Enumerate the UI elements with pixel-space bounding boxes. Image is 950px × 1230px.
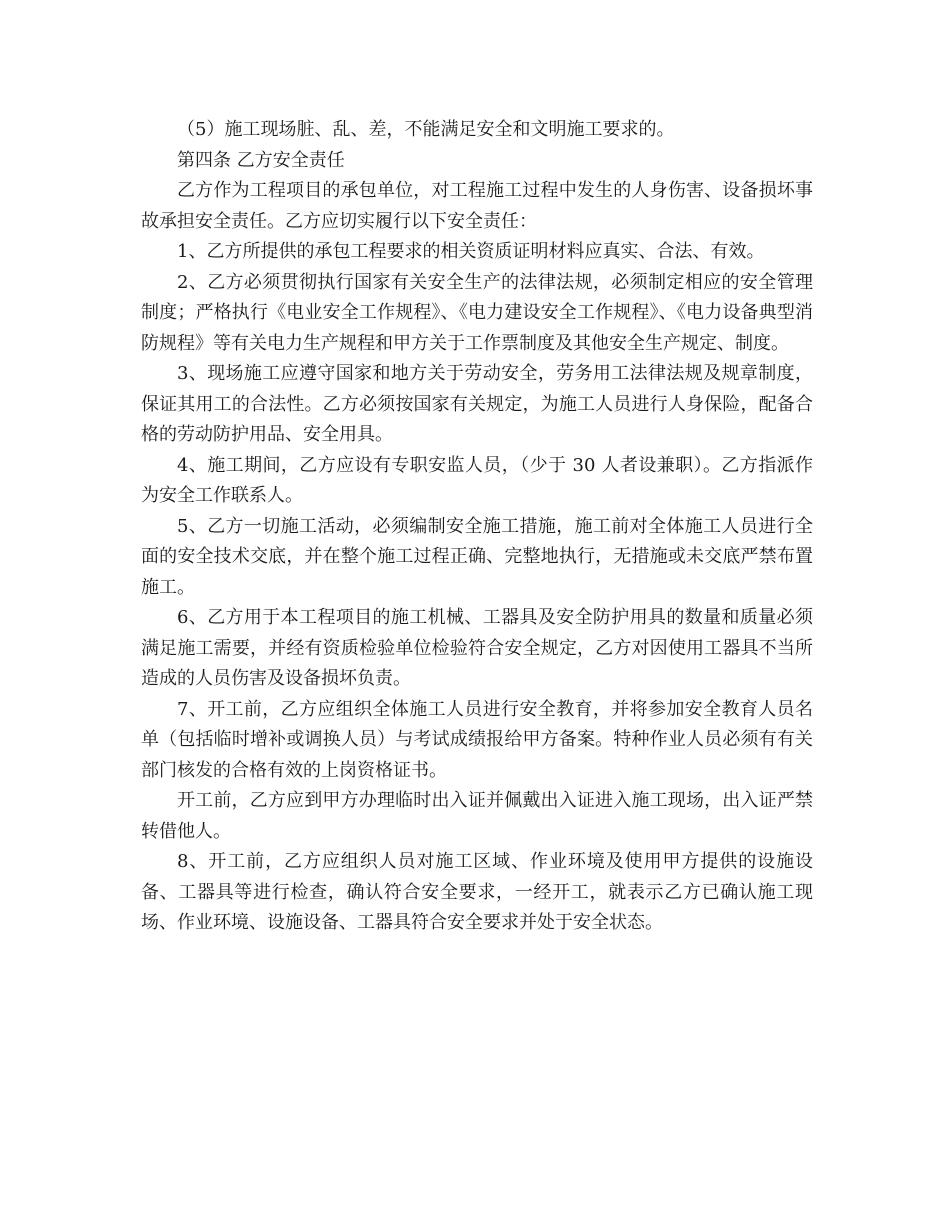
document-body <box>141 115 813 939</box>
paragraph-item-2: 2、乙方必须贯彻执行国家有关安全生产的法律法规，必须制定相应的安全管理制度；严格执行《电业安全工作规程》、《电力建设安全工作规程》、《电力设备典型消防规程》等有关电力生产规程和甲方关于工作票制度及其他安全生产规定、制度。 <box>141 271 813 354</box>
paragraph-site-condition: （5）施工现场脏、乱、差，不能满足安全和文明施工要求的。 <box>177 119 675 140</box>
paragraph-item-7: 7、开工前，乙方应组织全体施工人员进行安全教育，并将参加安全教育人员名单（包括临时增补或调换人员）与考试成绩报给甲方备案。特种作业人员必须有有关部门核发的合格有效的上岗资格证书。 <box>141 698 813 781</box>
paragraph-intro: 乙方作为工程项目的承包单位，对工程施工过程中发生的人身伤害、设备损坏事故承担安全责任。乙方应切实履行以下安全责任： <box>141 180 813 232</box>
paragraph-pass: 开工前，乙方应到甲方办理临时出入证并佩戴出入证进入施工现场，出入证严禁转借他人。 <box>141 790 813 842</box>
paragraph-item-4: 4、施工期间，乙方应设有专职安监人员，（少于 30 人者设兼职）。乙方指派作为安全工作联系人。 <box>141 454 813 506</box>
paragraph-item-6: 6、乙方用于本工程项目的施工机械、工器具及安全防护用具的数量和质量必须满足施工需要，并经有资质检验单位检验符合安全规定，乙方对因使用工器具不当所造成的人员伤害及设备损坏负责。 <box>141 607 813 689</box>
section-heading-article-4: 第四条 乙方安全责任 <box>177 149 345 171</box>
paragraph-item-3: 3、现场施工应遵守国家和地方关于劳动安全，劳务用工法律法规及规章制度，保证其用工的合法性。乙方必须按国家有关规定，为施工人员进行人身保险，配备合格的劳动防护用品、安全用具。 <box>141 363 813 445</box>
paragraph-item-1: 1、乙方所提供的承包工程要求的相关资质证明材料应真实、合法、有效。 <box>177 241 765 262</box>
paragraph-item-5: 5、乙方一切施工活动，必须编制安全施工措施，施工前对全体施工人员进行全面的安全技术交底，并在整个施工过程正确、完整地执行，无措施或未交底严禁布置施工。 <box>141 515 813 598</box>
paragraph-item-8: 8、开工前，乙方应组织人员对施工区域、作业环境及使用甲方提供的设施设备、工器具等进行检查，确认符合安全要求，一经开工，就表示乙方已确认施工现场、作业环境、设施设备、工器具符合安全要求并处于安全状态。 <box>141 851 813 933</box>
